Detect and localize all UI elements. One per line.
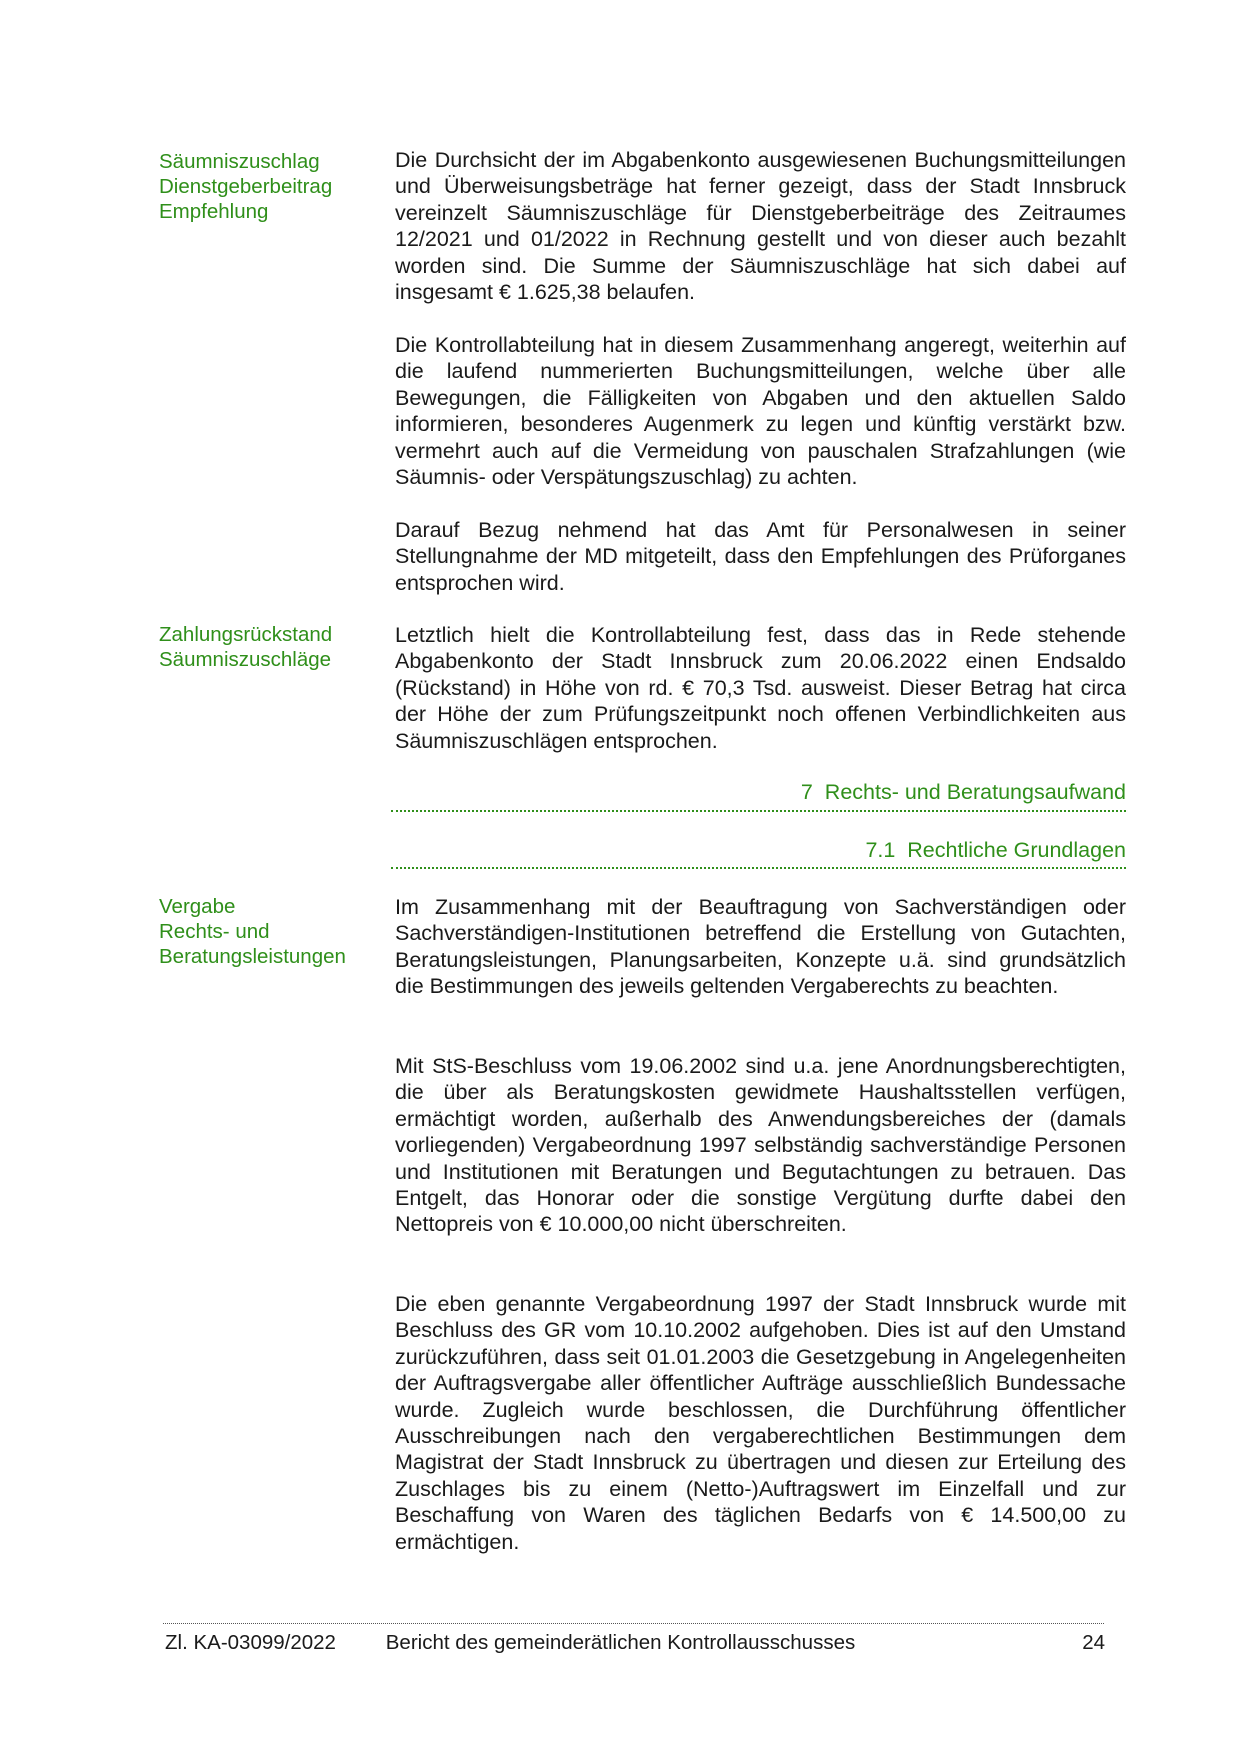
heading-title: Rechtliche Grundlagen <box>907 838 1126 862</box>
paragraph: Die Kontrollabteilung hat in diesem Zusammenhang angeregt, weiterhin auf die laufend nummerierten Buchungsmitteilungen, welche über alle Bewegungen, die Fälligkeiten von Abgaben und den aktuellen Saldo informieren, besonderes Augenmerk zu legen und künftig verstärkt bzw. vermehrt auch auf die Vermeidung von pauschalen Strafzahlungen (wie Säumnis- oder Verspätungszuschlag) zu achten. <box>395 333 1126 490</box>
margin-note-vergabe <box>159 894 359 969</box>
margin-note-line: Rechts- und <box>159 920 270 943</box>
section-heading-7 <box>391 779 1126 805</box>
margin-note-zahlungsrueckstand <box>159 622 359 672</box>
paragraph: Mit StS-Beschluss vom 19.06.2002 sind u.a. jene Anordnungsberechtigten, die über als Beratungskosten gewidmete Haushaltsstellen verfügen, ermächtigt worden, außerhalb des Anwendungsbereiches der (damals vorliegenden) Vergabeordnung 1997 selbständig sachverständige Personen und Institutionen mit Beratungen und Begutachtungen zu betrauen. Das Entgelt, das Honorar oder die sonstige Vergütung durfte dabei den Nettopreis von € 10.000,00 nicht überschreiten. <box>395 1054 1126 1237</box>
page-number: 24 <box>1082 1631 1105 1654</box>
heading-divider <box>391 810 1126 812</box>
margin-note-saeumniszuschlag <box>159 149 359 224</box>
footer-reference: Zl. KA-03099/2022 <box>165 1631 336 1654</box>
paragraph: Die eben genannte Vergabeordnung 1997 der Stadt Innsbruck wurde mit Beschluss des GR vom 10.10.2002 aufgehoben. Dies ist auf den Umstand zurückzuführen, dass seit 01.01.2003 die Gesetzgebung in Angelegenheiten der Auftragsvergabe aller öffentlicher Aufträge ausschließlich Bundessache wurde. Zugleich wurde beschlossen, die Durchführung öffentlicher Ausschreibungen nach den vergaberechtlichen Bestimmungen dem Magistrat der Stadt Innsbruck zu übertragen und diesen zur Erteilung des Zuschlages bis zu einem (Netto-)Auftragswert im Einzelfall und zur Beschaffung von Waren des täglichen Bedarfs von € 14.500,00 zu ermächtigen. <box>395 1292 1126 1554</box>
heading-title: Rechts- und Beratungsaufwand <box>824 780 1126 804</box>
margin-note-line: Säumniszuschläge <box>159 648 332 671</box>
margin-note-line: Dienstgeberbeitrag <box>159 175 333 198</box>
heading-number: 7 <box>800 780 813 804</box>
margin-note-line: Beratungsleistungen <box>159 945 346 968</box>
footer-title: Bericht des gemeinderätlichen Kontrollausschusses <box>385 1631 856 1654</box>
section-heading-7-1 <box>391 837 1126 863</box>
margin-note-line: Empfehlung <box>159 200 269 223</box>
footer-divider <box>163 1623 1104 1624</box>
paragraph: Darauf Bezug nehmend hat das Amt für Personalwesen in seiner Stellungnahme der MD mitgeteilt, dass den Empfehlungen des Prüforganes entsprochen wird. <box>395 518 1126 595</box>
paragraph: Im Zusammenhang mit der Beauftragung von Sachverständigen oder Sachverständigen-Institutionen betreffend die Erstellung von Gutachten, Beratungsleistungen, Planungsarbeiten, Konzepte u.ä. sind grundsätzlich die Bestimmungen des jeweils geltenden Vergaberechts zu beachten. <box>395 895 1126 999</box>
margin-note-line: Vergabe <box>159 895 236 918</box>
heading-divider <box>391 867 1126 869</box>
paragraph: Letztlich hielt die Kontrollabteilung fest, dass das in Rede stehende Abgabenkonto der Stadt Innsbruck zum 20.06.2022 einen Endsaldo (Rückstand) in Höhe von rd. € 70,3 Tsd. ausweist. Dieser Betrag hat circa der Höhe der zum Prüfungszeitpunkt noch offenen Verbindlichkeiten aus Säumniszuschlägen entsprochen. <box>395 623 1126 753</box>
paragraph: Die Durchsicht der im Abgabenkonto ausgewiesenen Buchungsmitteilungen und Überweisungsbeträge hat ferner gezeigt, dass der Stadt Innsbruck vereinzelt Säumniszuschläge für Dienstgeberbeiträge des Zeitraumes 12/2021 und 01/2022 in Rechnung gestellt und von dieser auch bezahlt worden sind. Die Summe der Säumniszuschläge hat sich dabei auf insgesamt € 1.625,38 belaufen. <box>395 148 1126 305</box>
margin-note-line: Säumniszuschlag <box>159 150 320 173</box>
heading-number: 7.1 <box>865 838 896 862</box>
margin-note-line: Zahlungsrückstand <box>159 623 333 646</box>
